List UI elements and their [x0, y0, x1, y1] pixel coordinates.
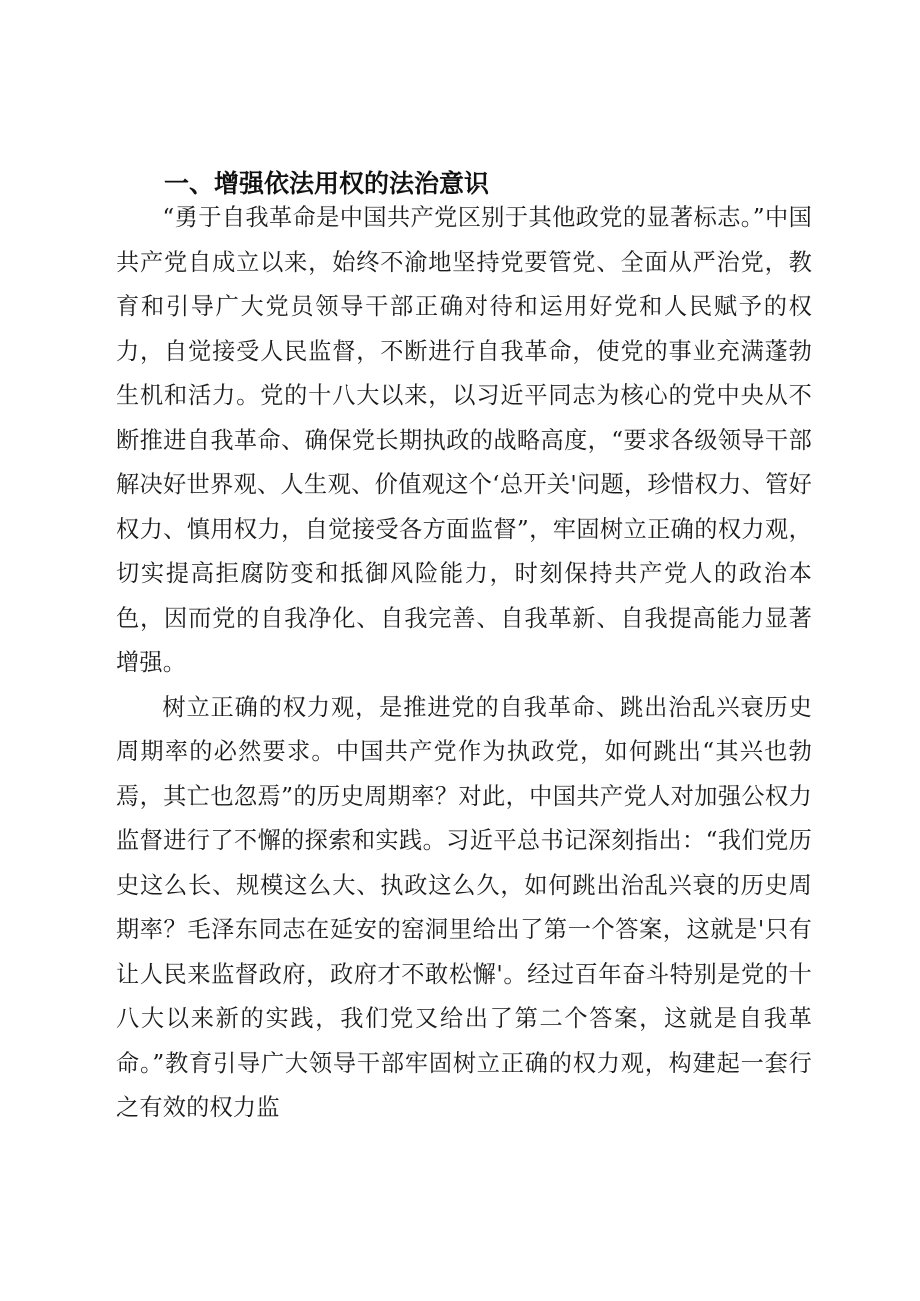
paragraph-1: “勇于自我革命是中国共产党区别于其他政党的显著标志。”中国共产党自成立以来，始终不渝地坚持党要管党、全面从严治党，教育和引导广大党员领导干部正确对待和运用好党和人民赋予的权力，自觉接受人民监督，不断进行自我革命，使党的事业充满蓬勃生机和活力。党的十八大以来，以习近平同志为核心的党中央从不断推进自我革命、确保党长期执政的战略高度，“要求各级领导干部解决好世界观、人生观、价值观这个‘总开关'问题，珍惜权力、管好权力、慎用权力，自觉接受各方面监督”，牢固树立正确的权力观，切实提高拒腐防变和抵御风险能力，时刻保持共产党人的政治本色，因而党的自我净化、自我完善、自我革新、自我提高能力显著增强。 [116, 204, 812, 676]
body-text [116, 196, 812, 1131]
section-heading: 一、增强依法用权的法治意识 [164, 169, 490, 198]
paragraph-2: 树立正确的权力观，是推进党的自我革命、跳出治乱兴衰历史周期率的必然要求。中国共产党作为执政党，如何跳出“其兴也勃焉，其亡也忽焉”的历史周期率？对此，中国共产党人对加强公权力监督进行了不懈的探索和实践。习近平总书记深刻指出：“我们党历史这么长、规模这么大、执政这么久，如何跳出治乱兴衰的历史周期率？毛泽东同志在延安的窑洞里给出了第一个答案，这就是'只有让人民来监督政府，政府才不敢松懈'。经过百年奋斗特别是党的十八大以来新的实践，我们党又给出了第二个答案，这就是自我革命。”教育引导广大领导干部牢固树立正确的权力观，构建起一套行之有效的权力监 [116, 693, 812, 1121]
